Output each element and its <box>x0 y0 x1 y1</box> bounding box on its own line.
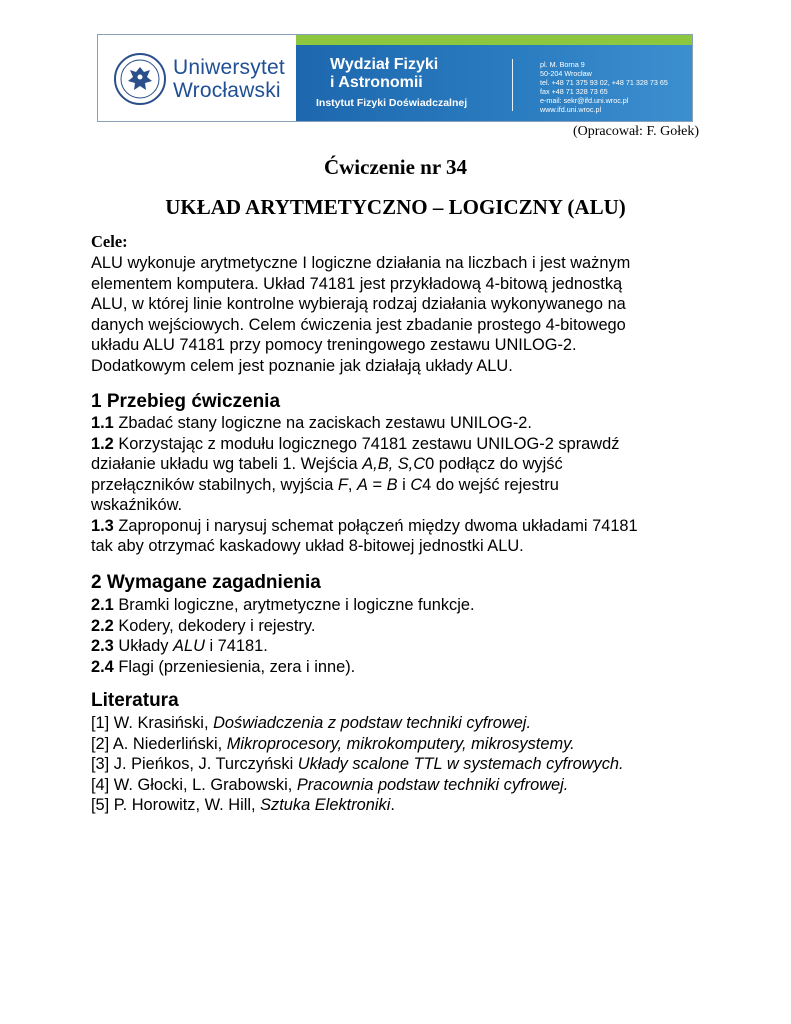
faculty-name-line2: i Astronomii <box>330 74 423 91</box>
goals-line: układu ALU 74181 przy pomocy treningowego zestawu UNILOG-2. <box>91 336 577 354</box>
literature-heading: Literatura <box>91 690 179 711</box>
header-divider <box>512 59 513 111</box>
section1-heading: 1 Przebieg ćwiczenia <box>91 391 281 412</box>
section2-item4: 2.4 Flagi (przeniesienia, zera i inne). <box>91 657 356 676</box>
faculty-name-line1: Wydział Fizyki <box>330 56 439 73</box>
goals-line: danych wejściowych. Celem ćwiczenia jest zbadanie prostego 4-bitowego <box>91 315 626 334</box>
institute-name: Instytut Fizyki Doświadczalnej <box>316 97 468 109</box>
section2-body <box>91 595 711 677</box>
university-name-line1: Uniwersytet <box>173 56 285 79</box>
goals-line: ALU, w której linie kontrolne wybierają rodzaj działania wykonywanego na <box>91 295 626 313</box>
literature-list <box>91 713 711 816</box>
goals-label: Cele: <box>91 232 128 251</box>
contact-city: 50-204 Wrocław <box>540 69 592 78</box>
section2-item2: 2.2 Kodery, dekodery i rejestry. <box>91 616 316 635</box>
section1-item2: 1.2 Korzystając z modułu logicznego 74181 zestawu UNILOG-2 sprawdź <box>91 434 620 453</box>
contact-email: e-mail: sekr@ifd.uni.wroc.pl <box>540 96 629 105</box>
exercise-title: Ćwiczenie nr 34 <box>323 155 468 179</box>
section1-body <box>91 413 711 557</box>
university-logo-area <box>98 35 298 121</box>
goals-line: elementem komputera. Układ 74181 jest przykładową 4-bitową jednostką <box>91 274 623 293</box>
prepared-by: (Opracował: F. Gołek) <box>572 124 699 139</box>
goals-line: Dodatkowym celem jest poznanie jak działają układy ALU. <box>91 356 513 375</box>
section2-item3: 2.3 Układy ALU i 74181. <box>91 637 268 655</box>
literature-ref: [4] W. Głocki, L. Grabowski, Pracownia podstaw techniki cyfrowej. <box>91 775 569 794</box>
section2-heading: 2 Wymagane zagadnienia <box>91 572 321 593</box>
literature-ref: [3] J. Pieńkos, J. Turczyński Układy scalone TTL w systemach cyfrowych. <box>91 755 624 773</box>
section1-item3: 1.3 Zaproponuj i narysuj schemat połączeń między dwoma układami 74181 <box>91 516 638 535</box>
university-seal-icon <box>114 53 166 105</box>
literature-ref: [2] A. Niederliński, Mikroprocesory, mikrokomputery, mikrosystemy. <box>91 734 575 753</box>
section1-item3-line2: tak aby otrzymać kaskadowy układ 8-bitowej jednostki ALU. <box>91 537 524 555</box>
section1-item2-line4: wskaźników. <box>91 496 183 514</box>
goals-line: ALU wykonuje arytmetyczne I logiczne działania na liczbach i jest ważnym <box>91 254 631 272</box>
literature-ref: [1] W. Krasiński, Doświadczenia z podstaw techniki cyfrowej. <box>91 714 531 732</box>
header-banner <box>97 34 693 122</box>
university-name-line2: Wrocławski <box>173 79 281 102</box>
section1-item2-line3: przełączników stabilnych, wyjścia F, A = B i C4 do wejść rejestru <box>91 475 559 494</box>
contact-website: www.ifd.uni.wroc.pl <box>540 105 602 114</box>
goals-paragraph <box>91 253 711 376</box>
contact-fax: fax +48 71 328 73 65 <box>540 87 608 96</box>
section2-item1: 2.1 Bramki logiczne, arytmetyczne i logiczne funkcje. <box>91 596 475 614</box>
section1-item1: 1.1 Zbadać stany logiczne na zaciskach zestawu UNILOG-2. <box>91 414 532 432</box>
section1-item2-line2: działanie układu wg tabeli 1. Wejścia A,B, S,C0 podłącz do wyjść <box>91 455 563 473</box>
green-accent-bar <box>296 35 692 45</box>
contact-address: pl. M. Borna 9 <box>540 60 585 69</box>
main-title: UKŁAD ARYTMETYCZNO – LOGICZNY (ALU) <box>165 195 626 219</box>
contact-phone: tel. +48 71 375 93 02, +48 71 328 73 65 <box>540 78 668 87</box>
literature-ref: [5] P. Horowitz, W. Hill, Sztuka Elektroniki. <box>91 796 395 814</box>
